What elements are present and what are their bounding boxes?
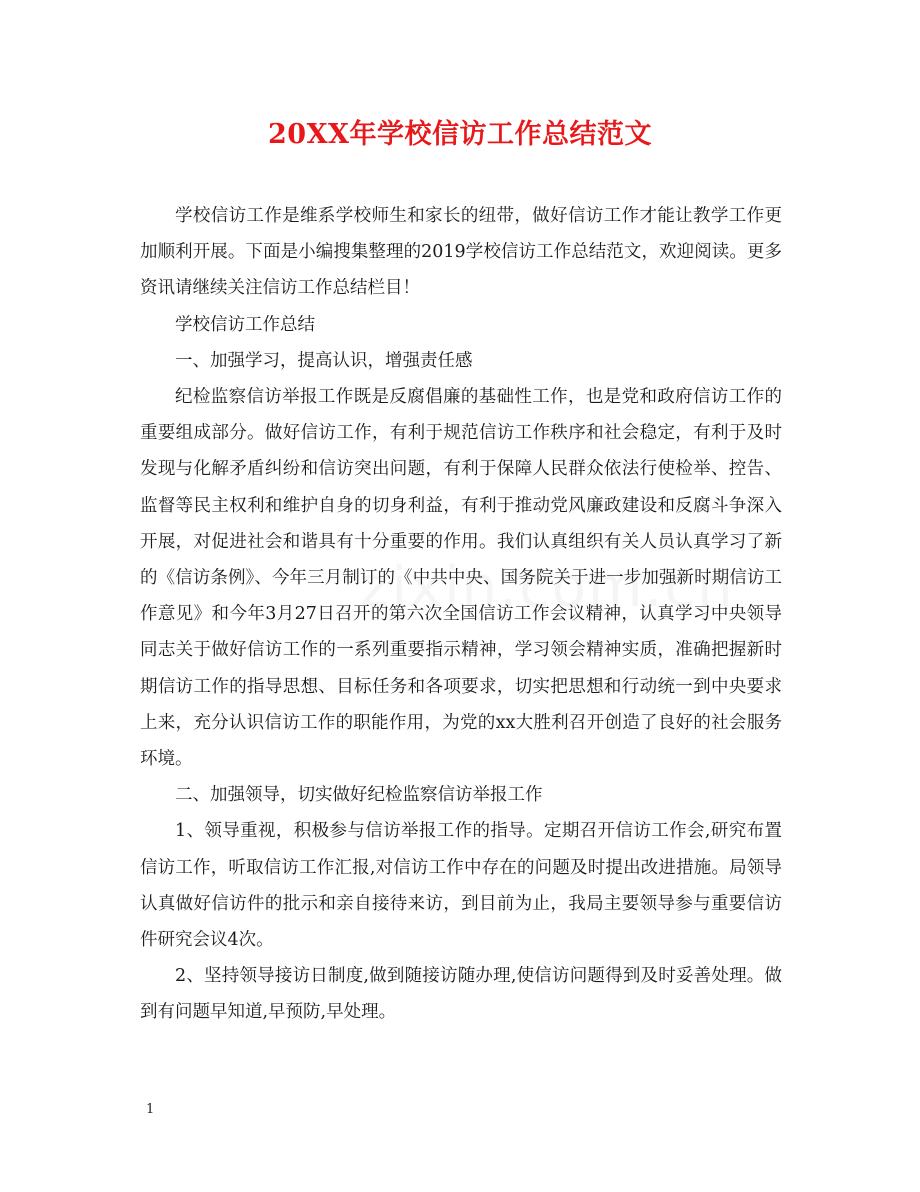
subsection-heading-1: 一、加强学习，提高认识，增强责任感 xyxy=(175,350,473,371)
intro-paragraph: 学校信访工作是维系学校师生和家长的纽带，做好信访工作才能让教学工作更加顺利开展。下面是小编搜集整理的2019学校信访工作总结范文，欢迎阅读。更多资讯请继续关注信访工作总结栏目！ xyxy=(140,206,782,299)
document-body xyxy=(140,198,782,1031)
body-paragraph: 2、坚持领导接访日制度,做到随接访随办理,使信访问题得到及时妥善处理。做到有问题早知道,早预防,早处理。 xyxy=(140,966,782,1023)
body-paragraph: 纪检监察信访举报工作既是反腐倡廉的基础性工作，也是党和政府信访工作的重要组成部分。做好信访工作，有利于规范信访工作秩序和社会稳定，有利于及时发现与化解矛盾纠纷和信访突出问题，有利于保障人民群众依法行使检举、控告、监督等民主权利和维护自身的切身利益，有利于推动党风廉政建设和反腐斗争深入开展，对促进社会和谐具有十分重要的作用。我们认真组织有关人员认真学习了新的《信访条例》、今年三月制订的《中共中央、国务院关于进一步加强新时期信访工作意见》和今年3月27日召开的第六次全国信访工作会议精神，认真学习中央领导同志关于做好信访工作的一系列重要指示精神，学习领会精神实质，准确把握新时期信访工作的指导思想、目标任务和各项要求，切实把思想和行动统一到中央要求上来，充分认识信访工作的职能作用，为党的xx大胜利召开创造了良好的社会服务环境。 xyxy=(140,387,782,770)
page-number: 1 xyxy=(146,1102,155,1117)
document-title: 20XX年学校信访工作总结范文 xyxy=(268,119,652,150)
subsection-heading-2: 二、加强领导，切实做好纪检监察信访举报工作 xyxy=(175,785,543,806)
section-heading: 学校信访工作总结 xyxy=(175,314,315,335)
body-paragraph: 1、领导重视，积极参与信访举报工作的指导。定期召开信访工作会,研究布置信访工作，听取信访工作汇报,对信访工作中存在的问题及时提出改进措施。局领导认真做好信访件的批示和亲自接待来访，到目前为止，我局主要领导参与重要信访件研究会议4次。 xyxy=(140,821,782,951)
